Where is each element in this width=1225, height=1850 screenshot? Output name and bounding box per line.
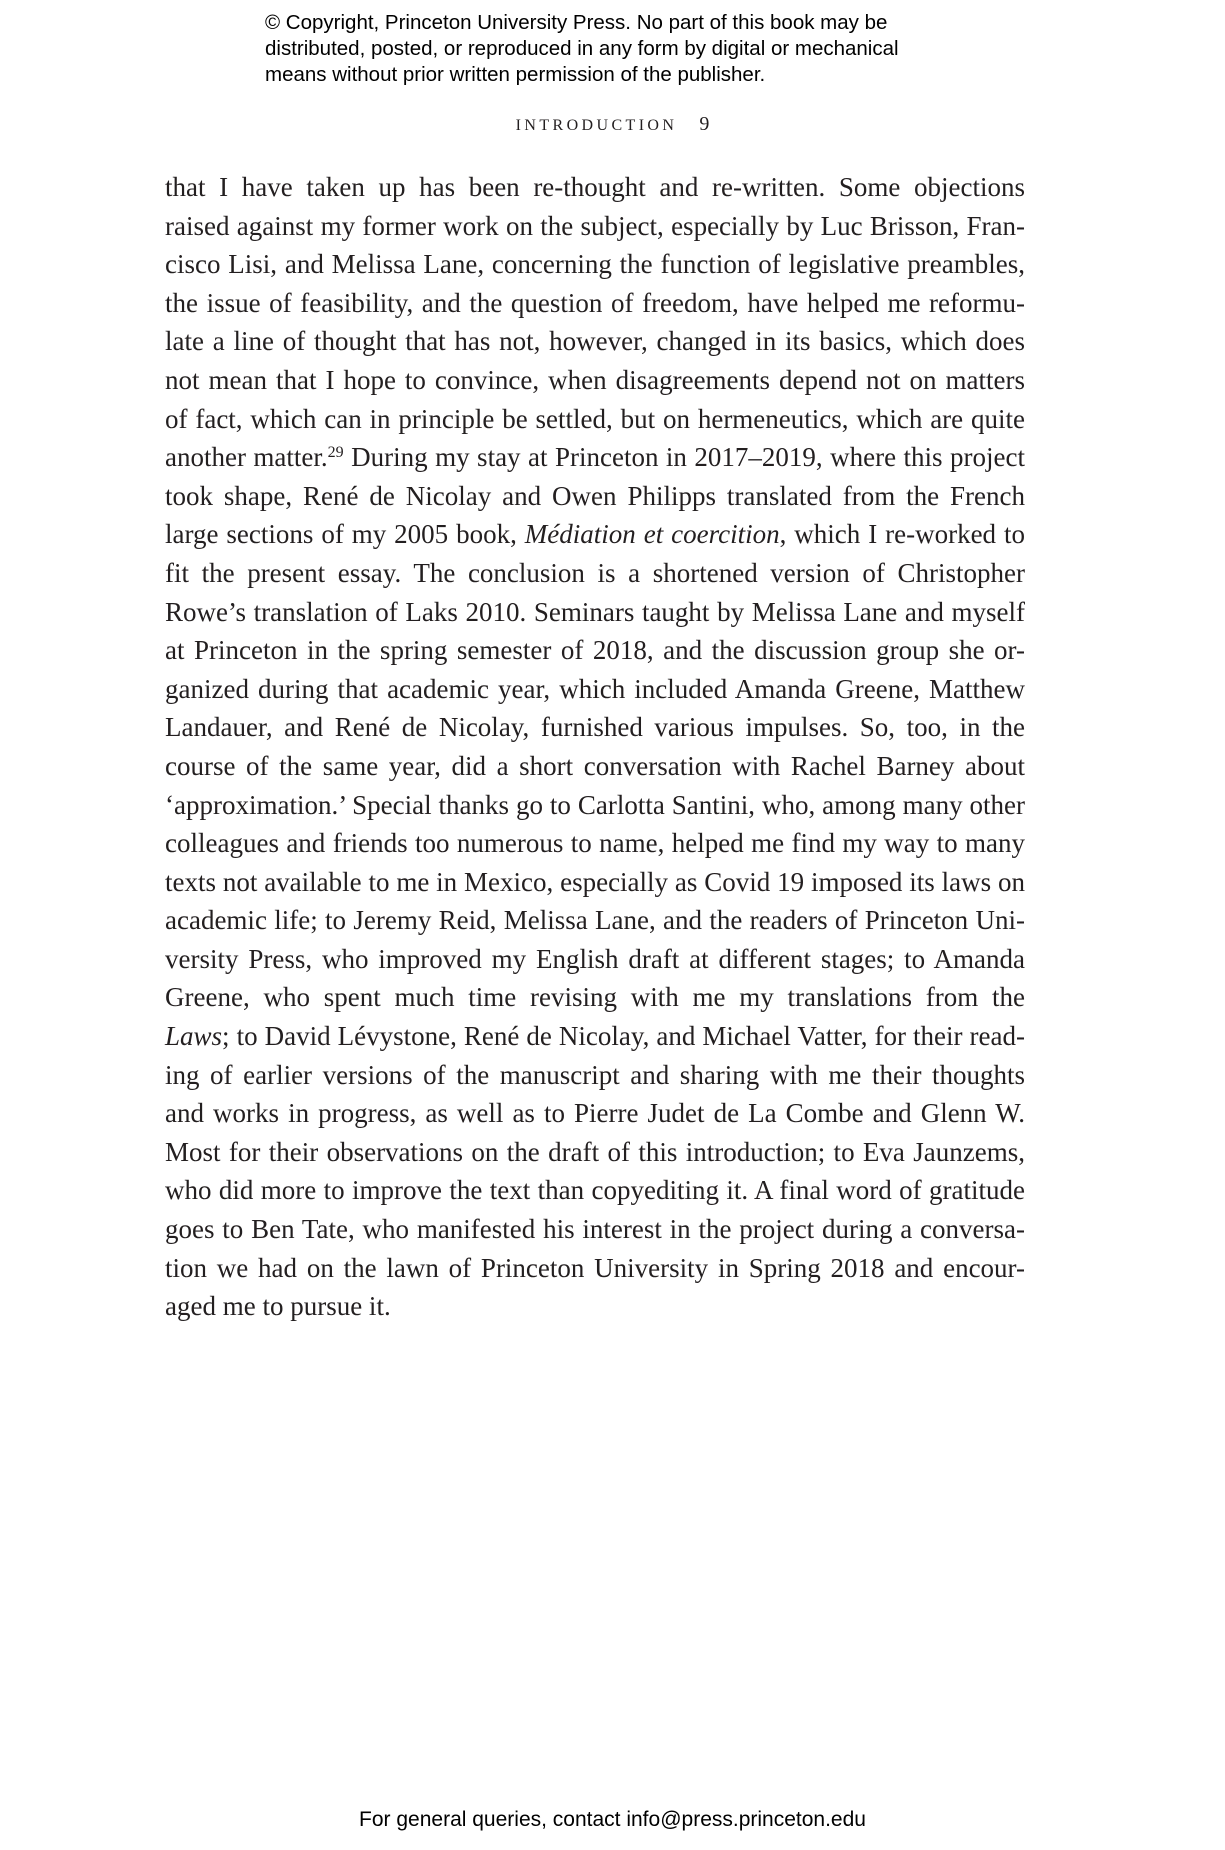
text-line: tion we had on the lawn of Princeton University in Spring 2018 and encour- xyxy=(165,1252,1025,1283)
text-line: raised against my former work on the subject, especially by Luc Brisson, Fran- xyxy=(165,210,1025,241)
footnote-reference[interactable]: 29 xyxy=(327,444,344,462)
text-line: not mean that I hope to convince, when disagreements depend not on matters xyxy=(165,364,1025,395)
text-line: at Princeton in the spring semester of 2018, and the discussion group she or- xyxy=(165,635,1025,666)
text-line: and works in progress, as well as to Pierre Judet de La Combe and Glenn W. xyxy=(165,1098,1025,1129)
text-line: aged me to pursue it. xyxy=(165,1291,391,1322)
footer-contact: For general queries, contact info@press.princeton.edu xyxy=(359,1808,866,1831)
text-line: ing of earlier versions of the manuscript and sharing with me their thoughts xyxy=(165,1059,1025,1090)
text-line: academic life; to Jeremy Reid, Melissa Lane, and the readers of Princeton Uni- xyxy=(165,905,1025,936)
text-line xyxy=(165,515,1025,554)
text-line: fit the present essay. The conclusion is a shortened version of Christopher xyxy=(165,557,1025,588)
text-line: Greene, who spent much time revising with me my translations from the xyxy=(165,982,1025,1013)
text-line: that I have taken up has been re-thought and re-written. Some objections xyxy=(165,172,1025,202)
text-segment: , which I re-worked to xyxy=(779,519,1025,550)
copyright-line: © Copyright, Princeton University Press. No part of this book may be xyxy=(265,11,888,34)
text-line: Landauer, and René de Nicolay, furnished various impulses. So, too, in the xyxy=(165,712,1025,743)
text-line: took shape, René de Nicolay and Owen Philipps translated from the French xyxy=(165,480,1025,511)
text-segment: ; to David Lévystone, René de Nicolay, and Michael Vatter, for their read- xyxy=(222,1021,1025,1052)
text-line: colleagues and friends too numerous to name, helped me find my way to many xyxy=(165,828,1025,859)
text-line: late a line of thought that has not, however, changed in its basics, which does xyxy=(165,326,1025,357)
text-line: who did more to improve the text than copyediting it. A final word of gratitude xyxy=(165,1175,1025,1206)
text-line: texts not available to me in Mexico, especially as Covid 19 imposed its laws on xyxy=(165,866,1025,897)
copyright-notice xyxy=(265,10,1025,88)
text-segment: large sections of my 2005 book, xyxy=(165,519,525,550)
running-head xyxy=(0,113,1225,136)
text-line: Most for their observations on the draft of this introduction; to Eva Jaunzems, xyxy=(165,1136,1025,1167)
text-line: versity Press, who improved my English draft at different stages; to Amanda xyxy=(165,943,1025,974)
text-line: course of the same year, did a short conversation with Rachel Barney about xyxy=(165,750,1025,781)
running-head-title: INTRODUCTION xyxy=(515,117,678,134)
text-line xyxy=(165,1017,1025,1056)
copyright-line: distributed, posted, or reproduced in any form by digital or mechanical xyxy=(265,37,899,60)
text-line: Rowe’s translation of Laks 2010. Seminars taught by Melissa Lane and myself xyxy=(165,596,1025,627)
laws-title: Laws xyxy=(165,1021,223,1052)
page-number: 9 xyxy=(699,113,710,135)
copyright-line: means without prior written permission of the publisher. xyxy=(265,63,766,86)
body-text xyxy=(165,168,1025,1326)
text-segment: another matter. xyxy=(165,442,328,473)
text-line: the issue of feasibility, and the question of freedom, have helped me reformu- xyxy=(165,287,1025,318)
text-segment: During my stay at Princeton in 2017–2019, where this project xyxy=(343,442,1025,473)
text-line xyxy=(165,438,1025,477)
text-line: cisco Lisi, and Melissa Lane, concerning the function of legislative preambles, xyxy=(165,249,1025,280)
book-title: Médiation et coercition xyxy=(524,519,780,550)
text-line: ‘approximation.’ Special thanks go to Carlotta Santini, who, among many other xyxy=(165,789,1025,820)
text-line: ganized during that academic year, which included Amanda Greene, Matthew xyxy=(165,673,1025,704)
text-line: goes to Ben Tate, who manifested his interest in the project during a conversa- xyxy=(165,1214,1025,1245)
text-line: of fact, which can in principle be settled, but on hermeneutics, which are quite xyxy=(165,403,1025,434)
